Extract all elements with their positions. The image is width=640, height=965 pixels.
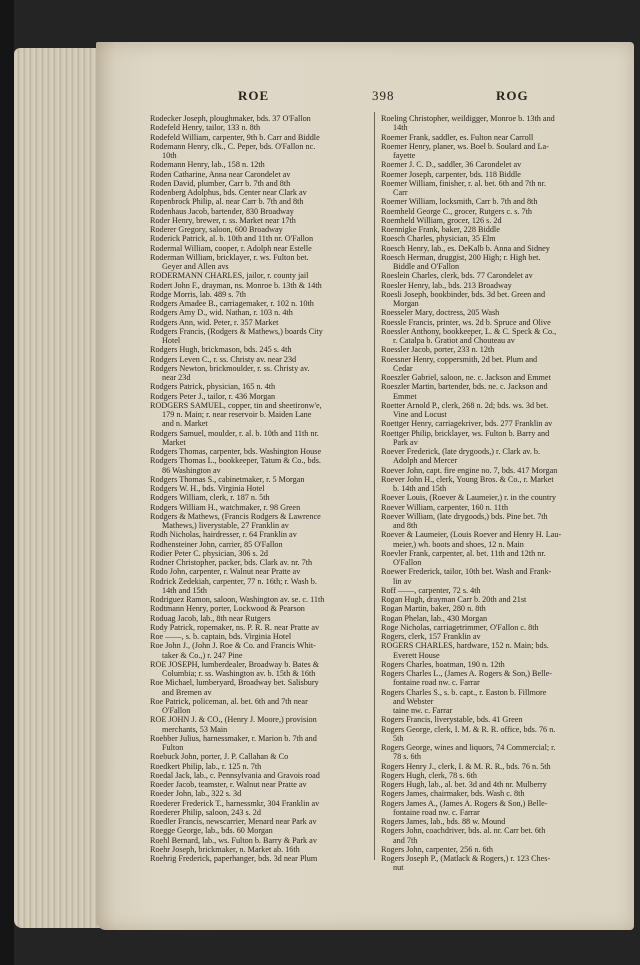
directory-entry-line: Rodgers Patrick, physician, 165 n. 4th (150, 382, 276, 392)
directory-entry-line: Roever Frederick, (late drygoods,) r. Clark av. b. (381, 447, 541, 456)
directory-entry-line: and 8th (393, 521, 418, 530)
directory-entry-line: Roessner Henry, coppersmith, 2d bet. Plum and (381, 354, 538, 364)
directory-entry-line: Roeslein Charles, clerk, bds. 77 Carondelet av (381, 271, 533, 281)
directory-entry-line: Rodenberg Adolphus, bds. Center near Clark av (150, 188, 307, 197)
header-left-guide: ROE (238, 88, 270, 103)
directory-entry-line: Rodemann Henry, lab., 158 n. 12th (150, 160, 265, 170)
directory-entry-line: Rogan Phelan, lab., 430 Morgan (381, 613, 488, 623)
directory-entry-line: Rodenhaus Jacob, bartender, 830 Broadway (150, 206, 294, 216)
directory-entry-line: near 23d (162, 373, 191, 382)
directory-entry-line: Vine and Locust (393, 410, 447, 419)
directory-entry-line: Roderman William, bricklayer, r. ws. Fulton bet. (150, 252, 309, 262)
directory-entry-line: Rodner Christopher, packer, bds. Clark av. nr. 7th (150, 558, 313, 567)
right-column (381, 114, 607, 873)
directory-entry-line: Market (162, 437, 186, 447)
directory-entry-line: Rogan Hugh, drayman Carr b. 20th and 21st (381, 595, 527, 604)
directory-entry-line: Rodefeld Henry, tailor, 133 n. 8th (150, 123, 261, 133)
directory-entry-line: Roden David, plumber, Carr b. 7th and 8th (150, 178, 291, 188)
directory-entry-line: Roever John H., clerk, Young Bros. & Co., r. Market (381, 474, 554, 484)
directory-entry-line: Rody Patrick, ropemaker, ns. P. R. R. near Pratte av (150, 622, 320, 632)
directory-entry-line: O'Fallon (393, 558, 422, 567)
directory-entry-line: Rodh Nicholas, hairdresser, r. 64 Franklin av (150, 530, 297, 540)
directory-entry-line: 5th (393, 733, 404, 743)
directory-entry-line: RODERMANN CHARLES, jailor, r. county jail (150, 271, 309, 281)
directory-entry-line: Rodgers Thomas, carpenter, bds. Washington House (150, 447, 322, 456)
directory-entry-line: Roettger Philip, bricklayer, ws. Fulton b. Barry and (381, 428, 550, 438)
directory-entry-line: taine nw. c. Farrar (393, 706, 453, 715)
directory-entry-line: Rodrick Zedekiah, carpenter, 77 n. 16th; r. Wash b. (150, 576, 317, 586)
directory-entry-line: ROGERS CHARLES, hardware, 152 n. Main; bds. (381, 641, 549, 651)
directory-entry-line: Rodriguez Ramon, saloon, Washington av. se. c. 11th (150, 595, 325, 604)
directory-entry-line: Rodgers Thomas L., bookkeeper, Tatum & Co., bds. (150, 456, 321, 466)
directory-entry-line: Roeder John, lab., 322 s. 3d (150, 789, 242, 799)
directory-entry-line: Rogers John, coachdriver, bds. al. nr. Carr bet. 6th (381, 826, 546, 836)
directory-entry-line: merchants, 53 Main (162, 724, 228, 734)
directory-entry-line: Adolph and Mercer (393, 456, 458, 466)
directory-entry-line: Roettger Henry, carriagekriver, bds. 277 Franklin av (381, 419, 553, 429)
directory-entry-line: Geyer and Allen avs (162, 262, 229, 271)
directory-entry-line: Roederer Frederick T., harnessmkr, 304 Franklin av (150, 798, 320, 808)
directory-entry-line: 14th (393, 123, 408, 133)
directory-entry-line: Roever William, carpenter, 160 n. 11th (381, 502, 509, 512)
directory-entry-line: Rodert John F., drayman, ns. Monroe b. 13th & 14th (150, 280, 322, 290)
directory-entry-line: Rogers James A., (James A. Rogers & Son,) Belle- (381, 798, 548, 808)
directory-entry-line: Roever Louis, (Roever & Laumeier,) r. in the country (381, 493, 556, 503)
directory-entry-line: Rodgers Leven C., r. ss. Christy av. near 23d (150, 354, 297, 364)
directory-entry-line: Rodgers Newton, brickmoulder, r. ss. Christy av. (150, 363, 310, 373)
directory-entry-line: Roehl Bernard, lab., ws. Fulton b. Barry & Park av (150, 835, 317, 845)
directory-entry-line: Roemer Joseph, carpenter, bds. 118 Biddle (381, 169, 521, 179)
directory-entry-line: lin av (393, 576, 412, 586)
directory-entry-line: Roesli Joseph, bookbinder, bds. 3d bet. Green and (381, 289, 546, 299)
directory-entry-line: RODGERS SAMUEL, copper, tin and sheetironw'e, (150, 400, 322, 410)
directory-entry-line: Roe Patrick, policeman, al. bet. 6th and 7th near (150, 696, 308, 706)
directory-entry-line: Rogers Hugh, lab., al. bet. 3d and 4th nr. Mulberry (381, 780, 547, 789)
directory-entry-line: Roever & Laumeier, (Louis Roever and Henry H. Lau- (381, 530, 562, 540)
directory-entry-line: Roderick Patrick, al. b. 10th and 11th nr. O'Fallon (150, 234, 314, 244)
directory-entry-line: Roemer Henry, planer, ws. Boel b. Soulard and La- (381, 141, 549, 151)
directory-entry-line: Roesch Herman, druggist, 200 High; r. High bet. (381, 252, 541, 262)
directory-entry-line: 179 n. Main; r. near reservoir b. Maiden Lane (162, 410, 312, 419)
directory-entry-line: Roennigke Frank, baker, 228 Biddle (381, 225, 500, 234)
directory-entry-line: Roe Michael, lumberyard, Broadway bet. Salisbury (150, 678, 319, 688)
book-spine (0, 0, 14, 965)
directory-entry-line: Roesch Henry, lab., es. DeKalb b. Anna and Sidney (381, 243, 550, 253)
directory-entry-line: Biddle and O'Fallon (393, 262, 460, 271)
directory-entry-line: Roewer Frederick, tailor, 10th bet. Wash and Frank- (381, 567, 552, 577)
directory-entry-line: Roever John, capt. fire engine no. 7, bds. 417 Morgan (381, 465, 558, 475)
directory-entry-line: Rodtmann Henry, porter, Lockwood & Pearson (150, 604, 305, 614)
directory-entry-line: Roduag Jacob, lab., 8th near Rutgers (150, 613, 271, 623)
directory-entry-line: Rogers Francis, liverystable, bds. 41 Green (381, 715, 523, 725)
directory-entry-line: Morgan (393, 299, 419, 308)
directory-entry-line: Roetter Arnold P., clerk, 268 n. 2d; bds. ws. 3d bet. (381, 400, 549, 410)
directory-entry-line: O'Fallon (162, 706, 191, 715)
directory-entry-line: ROE JOSEPH, lumberdealer, Broadway b. Bates & (150, 659, 320, 669)
directory-entry-line: Roebuck John, porter, J. P. Callahan & Co (150, 752, 289, 762)
directory-entry-line: Rogers George, wines and liquors, 74 Commercial; r. (381, 743, 556, 752)
directory-entry-line: Rogers Joseph P., (Matlack & Rogers,) r. 123 Ches- (381, 854, 551, 863)
directory-entry-line: Roemer J. C. D., saddler, 36 Carondelet av (381, 160, 522, 170)
directory-entry-line: Carr (393, 188, 408, 197)
left-column (150, 114, 372, 863)
directory-entry-line: taker & Co.,) r. 247 Pine (162, 650, 243, 660)
directory-entry-line: Roegge George, lab., bds. 60 Morgan (150, 826, 273, 836)
directory-entry-line: fontaine road nw. c. Farrar (393, 678, 480, 688)
directory-entry-line: Roeder Jacob, teamster, r. Walnut near Pratte av (150, 780, 307, 789)
directory-entry-line: Rogers, clerk, 157 Franklin av (381, 632, 481, 641)
directory-entry-line: Rogan Martin, baker, 280 n. 8th (381, 604, 486, 614)
directory-entry-line: Rodge Morris, lab. 489 s. 7th (150, 289, 246, 299)
directory-entry-line: Roe ——, s. b. captain, bds. Virginia Hotel (150, 632, 292, 641)
directory-entry-line: Roessler Jacob, porter, 233 n. 12th (381, 345, 495, 355)
directory-entry-line: Rogers Henry J., clerk, I. & M. R. R., bds. 76 n. 5th (381, 761, 551, 771)
directory-entry-line: ROE JOHN J. & CO., (Henry J. Moore,) provision (150, 715, 317, 725)
directory-entry-line: Rodgers W. H., bds. Virginia Hotel (150, 484, 265, 493)
directory-entry-line: Roeling Christopher, weildigger, Monroe b. 13th and (381, 114, 555, 123)
directory-entry-line: Rodgers Amadee B., carriagemaker, r. 102 n. 10th (150, 299, 314, 308)
directory-entry-line: Roemer Frank, saddler, es. Fulton near Carroll (381, 132, 534, 142)
directory-entry-line: Roemer William, locksmith, Carr b. 7th and 8th (381, 197, 538, 207)
directory-entry-line: and Webster (393, 696, 434, 706)
directory-entry-line: Roedal Jack, lab., c. Pennsylvania and Gravois road (150, 770, 320, 780)
directory-entry-line: fayette (393, 151, 416, 160)
directory-entry-line: Roge Nicholas, carriagetrimmer, O'Fallon c. 8th (381, 622, 539, 632)
directory-entry-line: Roe John J., (John J. Roe & Co. and Francis Whit- (150, 641, 316, 651)
directory-entry-line: Rodo John, carpenter, r. Walnut near Pratte av (150, 567, 301, 577)
directory-entry-line: and n. Market (162, 419, 208, 429)
directory-entry-line: Rogers George, clerk, I. M. & R. R. office, bds. 76 n. (381, 724, 556, 734)
directory-entry-line: Roesseler Mary, doctress, 205 Wash (381, 308, 500, 318)
directory-entry-line: 78 s. 6th (393, 752, 421, 762)
directory-entry-line: Rodemann Henry, clk., C. Peper, bds. O'Fallon nc. (150, 141, 316, 151)
directory-entry-line: Roedler Francis, newscarrier, Menard near Park av (150, 817, 317, 826)
directory-entry-line: Roehrig Frederick, paperhanger, bds. 3d near Plum (150, 854, 318, 863)
directory-entry-line: Rodgers Amy D., wid. Nathan, r. 103 n. 4th (150, 308, 293, 318)
directory-entry-line: Roederer Philip, saloon, 243 s. 2d (150, 807, 261, 817)
directory-entry-line: fontaine road nw. c. Farrar (393, 807, 480, 817)
directory-entry-line: Rogers James, lab., bds. 88 w. Mound (381, 817, 506, 826)
directory-entry-line: 14th and 15th (162, 585, 208, 595)
directory-entry-line: Rodgers Peter J., tailor, r. 436 Morgan (150, 391, 276, 401)
directory-entry-line: Roehr Joseph, brickmaker, n. Market ab. 16th (150, 844, 300, 854)
directory-entry-line: Emmet (393, 391, 417, 401)
directory-entry-line: meier,) wh. boots and shoes, 12 n. Main (393, 539, 524, 549)
directory-entry-line: Roeszler Martin, bartender, bds. ne. c. Jackson and (381, 382, 548, 392)
directory-entry-line: Rogers Charles L., (James A. Rogers & Son,) Belle- (381, 669, 553, 678)
directory-entry-line: Rogers John, carpenter, 256 n. 6th (381, 844, 493, 854)
directory-entry-line: Roebber Julius, harnessmaker, r. Marion b. 7th and (150, 733, 317, 743)
column-divider (374, 112, 375, 860)
directory-entry-line: Rodgers & Mathews, (Francis Rodgers & Lawrence (150, 511, 321, 521)
directory-entry-line: and Bremen av (162, 687, 212, 697)
directory-entry-line: Rodgers Ann, wid. Peter, r. 357 Market (150, 317, 279, 327)
directory-entry-line: Rodier Peter C. physician, 306 s. 2d (150, 548, 269, 558)
directory-entry-line: Rodhensteiner John, carrier, 85 O'Fallon (150, 539, 283, 549)
directory-entry-line: Rodefeld William, carpenter, 9th b. Carr and Biddle (150, 132, 320, 142)
directory-entry-line: nut (393, 863, 404, 873)
directory-entry-line: Rodermal William, cooper, r. Adolph near Estelle (150, 243, 312, 253)
directory-entry-line: Rogers Hugh, clerk, 78 s. 6th (381, 770, 477, 780)
directory-entry-line: r. Catalpa b. Gratiot and Chouteau av (393, 336, 515, 345)
directory-entry-line: Roder Henry, brewer, r. ss. Market near 17th (150, 215, 296, 225)
directory-entry-line: Roedkert Philip, lab., r. 125 n. 7th (150, 761, 262, 771)
directory-entry-line: Rogers Charles S., s. b. capt., r. Easton b. Fillmore (381, 687, 547, 697)
directory-entry-line: Roden Catharine, Anna near Carondelet av (150, 169, 291, 179)
page-number: 398 (372, 88, 395, 103)
directory-entry-line: 86 Washington av (162, 465, 221, 475)
directory-entry-line: Roesch Charles, physician, 35 Elm (381, 234, 496, 244)
directory-entry-line: Rodgers Thomas S., cabinetmaker, r. 5 Morgan (150, 474, 305, 484)
directory-entry-line: Roever William, (late drygoods,) bds. Pine bet. 7th (381, 511, 548, 521)
directory-entry-line: Rodgers Francis, (Rodgers & Mathews,) boards City (150, 326, 323, 336)
directory-entry-line: b. 14th and 15th (393, 484, 447, 493)
directory-entry-line: Park av (393, 437, 418, 447)
page-edges (14, 48, 104, 928)
directory-entry-line: Everett House (393, 650, 440, 660)
directory-entry-line: Mathews,) liverystable, 27 Franklin av (162, 521, 289, 530)
directory-entry-line: Rogers James, chairmaker, bds. Wash c. 8th (381, 789, 525, 799)
directory-entry-line: Roessle Francis, printer, ws. 2d b. Spruce and Olive (381, 317, 551, 327)
directory-entry-line: Roeszler Gabriel, saloon, ne. c. Jackson and Emmet (381, 373, 551, 382)
directory-entry-line: Cedar (393, 363, 413, 373)
directory-entry-line: Roessler Anthony, bookkeeper, L. & C. Speck & Co., (381, 326, 557, 336)
directory-entry-line: Rodecker Joseph, ploughmaker, bds. 37 O'Fallon (150, 114, 311, 123)
directory-entry-line: Rodgers William H., watchmaker, r. 98 Green (150, 502, 301, 512)
directory-entry-line: Roderer Gregory, saloon, 600 Broadway (150, 225, 283, 234)
directory-entry-line: Roesler Henry, lab., bds. 213 Broadway (381, 280, 512, 290)
directory-entry-line: Hotel (162, 336, 181, 345)
directory-entry-line: Rodgers Samuel, moulder, r. al. b. 10th and 11th nr. (150, 428, 319, 438)
directory-entry-line: Columbia; r. ss. Washington av. b. 15th & 16th (162, 669, 316, 678)
directory-entry-line: Roff ——, carpenter, 72 s. 4th (381, 585, 481, 595)
directory-entry-line: Roemheld William, grocer, 126 s. 2d (381, 215, 502, 225)
header-right-guide: ROG (496, 88, 529, 103)
directory-entry-line: Rogers Charles, boatman, 190 n. 12th (381, 659, 505, 669)
directory-entry-line: Ropenbrock Philip, al. near Carr b. 7th and 8th (150, 197, 304, 207)
directory-entry-line: Roemheld George C., grocer, Rutgers c. s. 7th (381, 206, 532, 216)
directory-entry-line: Roevler Frank, carpenter, al. bet. 11th and 12th nr. (381, 548, 546, 558)
directory-entry-line: and 7th (393, 835, 418, 845)
directory-entry-line: 10th (162, 151, 177, 160)
directory-entry-line: Roemer William, finisher, r. al. bet. 6th and 7th nr. (381, 178, 546, 188)
directory-entry-line: Rodgers William, clerk, r. 187 n. 5th (150, 493, 270, 503)
page-header (150, 88, 550, 106)
directory-entry-line: Fulton (162, 743, 184, 752)
directory-entry-line: Rodgers Hugh, brickmason, bds. 245 s. 4th (150, 345, 292, 355)
